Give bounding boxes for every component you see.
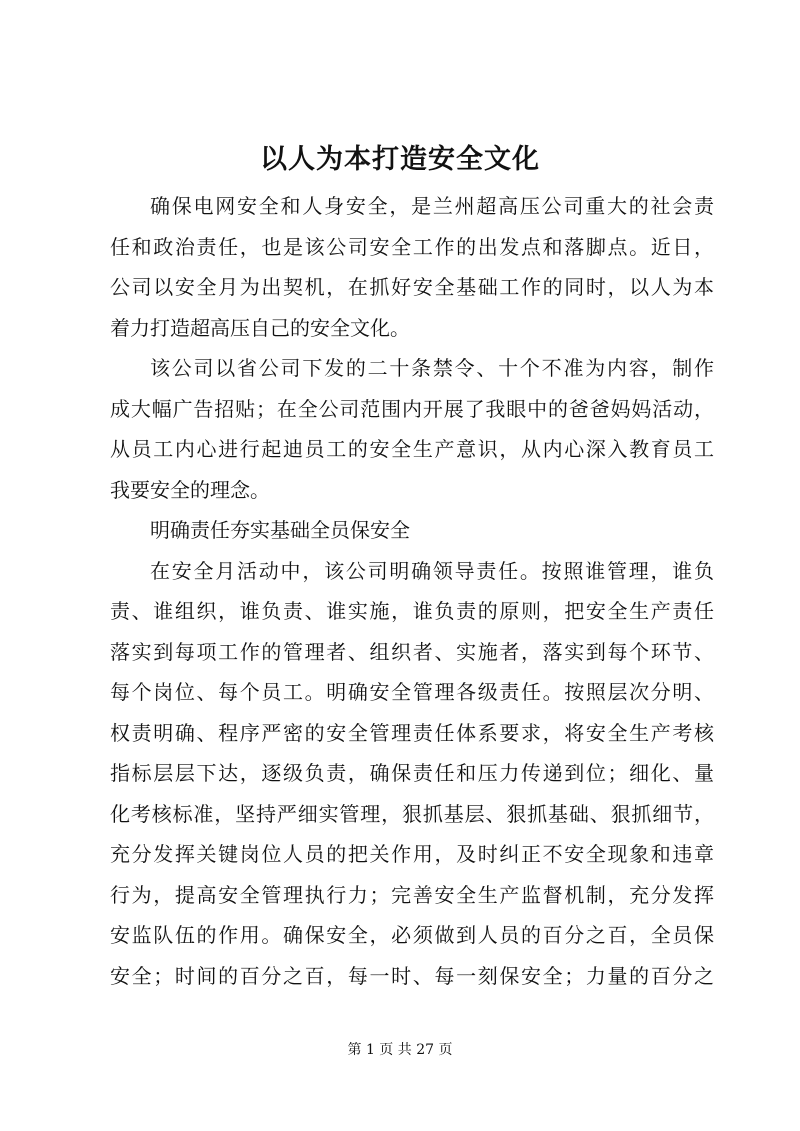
paragraph-2-line-4: 我要安全的理念。 [110,477,270,502]
paragraph-3-line-3: 落实到每项工作的管理者、组织者、实施者，落实到每个环节、 [110,639,714,664]
paragraph-3-line-6: 指标层层下达，逐级负责，确保责任和压力传递到位；细化、量 [110,761,714,785]
paragraph-3-line-10: 安监队伍的作用。确保安全，必须做到人员的百分之百，全员保 [110,923,714,947]
paragraph-3-line-11: 安全；时间的百分之百，每一时、每一刻保安全；力量的百分之 [110,963,714,988]
document-body [110,186,714,996]
section-heading: 明确责任夯实基础全员保安全 [150,518,410,542]
page-footer: 第 1 页 共 27 页 [347,1042,453,1058]
paragraph-3-line-2: 责、谁组织，谁负责、谁实施，谁负责的原则，把安全生产责任 [110,599,714,623]
paragraph-1-line-1: 确保电网安全和人身安全，是兰州超高压公司重大的社会责 [150,194,714,218]
paragraph-1-line-3: 公司以安全月为出契机，在抓好安全基础工作的同时，以人为本 [110,275,714,299]
paragraph-3-line-5: 权责明确、程序严密的安全管理责任体系要求，将安全生产考核 [110,720,714,745]
paragraph-2-line-1: 该公司以省公司下发的二十条禁令、十个不准为内容，制作 [150,356,714,380]
paragraph-3-line-1: 在安全月活动中，该公司明确领导责任。按照谁管理，谁负 [150,558,714,583]
paragraph-3-line-8: 充分发挥关键岗位人员的把关作用，及时纠正不安全现象和违章 [110,842,714,866]
paragraph-2-line-2: 成大幅广告招贴；在全公司范围内开展了我眼中的爸爸妈妈活动， [110,396,714,421]
paragraph-3-line-4: 每个岗位、每个员工。明确安全管理各级责任。按照层次分明、 [110,680,714,704]
paragraph-3-line-7: 化考核标准，坚持严细实管理，狠抓基层、狠抓基础、狠抓细节， [110,801,714,826]
paragraph-1-line-4: 着力打造超高压自己的安全文化。 [110,315,410,340]
paragraph-1-line-2: 任和政治责任，也是该公司安全工作的出发点和落脚点。近日， [110,234,714,259]
paragraph-2-line-3: 从员工内心进行起迪员工的安全生产意识，从内心深入教育员工 [110,437,714,461]
document-title: 以人为本打造安全文化 [260,144,540,175]
paragraph-3-line-9: 行为，提高安全管理执行力；完善安全生产监督机制，充分发挥 [110,882,714,907]
